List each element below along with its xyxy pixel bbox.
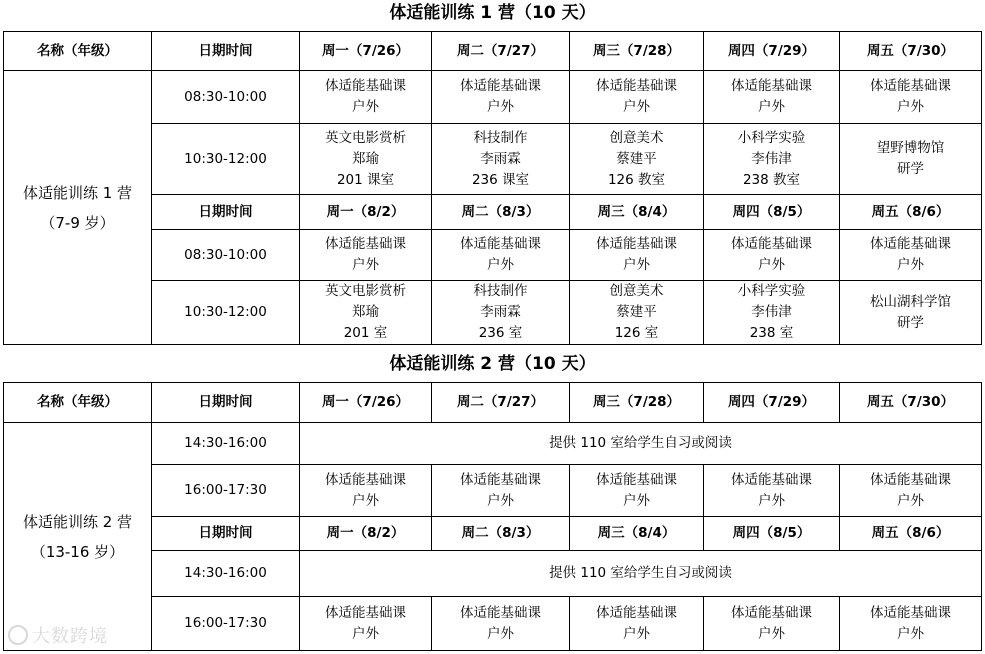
course-cell bbox=[432, 230, 570, 281]
table-header-row bbox=[4, 383, 982, 423]
course-name: 体适能基础课 bbox=[460, 604, 541, 621]
course-name: 体适能基础课 bbox=[731, 604, 812, 621]
day-header: 周二（8/3） bbox=[432, 195, 570, 230]
course-location: 户外 bbox=[487, 625, 514, 642]
course-location: 户外 bbox=[487, 492, 514, 509]
header-datetime: 日期时间 bbox=[152, 517, 300, 551]
course-name: 体适能基础课 bbox=[596, 236, 677, 252]
course-location: 户外 bbox=[758, 625, 785, 642]
course-cell bbox=[704, 230, 840, 281]
course-name: 英文电影赏析 bbox=[325, 129, 406, 146]
course-name: 体适能基础课 bbox=[460, 236, 541, 252]
day-header: 周二（7/27） bbox=[432, 383, 570, 423]
course-cell bbox=[840, 597, 982, 651]
course-cell bbox=[432, 71, 570, 124]
header-datetime: 日期时间 bbox=[152, 195, 300, 230]
course-location: 户外 bbox=[897, 492, 924, 509]
day-header: 周五（8/6） bbox=[840, 195, 982, 230]
camp-age: （7-9 岁） bbox=[40, 213, 115, 232]
time-cell: 16:00-17:30 bbox=[152, 597, 300, 651]
header-datetime: 日期时间 bbox=[152, 32, 300, 71]
course-location: 户外 bbox=[352, 625, 379, 642]
course-name: 体适能基础课 bbox=[596, 78, 677, 94]
course-cell bbox=[300, 597, 432, 651]
table-row bbox=[4, 71, 982, 124]
course-cell bbox=[704, 465, 840, 517]
course-location: 研学 bbox=[897, 314, 924, 331]
course-name: 体适能基础课 bbox=[325, 236, 406, 252]
course-cell bbox=[432, 124, 570, 195]
self-study-cell: 提供 110 室给学生自习或阅读 bbox=[300, 551, 982, 597]
course-room: 126 教室 bbox=[607, 171, 666, 188]
course-cell bbox=[704, 124, 840, 195]
course-location: 户外 bbox=[623, 257, 650, 273]
day-header: 周三（8/4） bbox=[570, 517, 704, 551]
day-header: 周一（8/2） bbox=[300, 195, 432, 230]
course-name: 体适能基础课 bbox=[731, 236, 812, 252]
camp-name-cell bbox=[4, 71, 152, 345]
course-cell bbox=[570, 230, 704, 281]
day-header: 周五（8/6） bbox=[840, 517, 982, 551]
time-cell: 14:30-16:00 bbox=[152, 423, 300, 465]
course-name: 体适能基础课 bbox=[870, 78, 951, 94]
time-cell: 08:30-10:00 bbox=[152, 71, 300, 124]
time-cell: 10:30-12:00 bbox=[152, 124, 300, 195]
course-cell bbox=[432, 281, 570, 345]
course-name: 创意美术 bbox=[609, 129, 664, 146]
self-study-cell: 提供 110 室给学生自习或阅读 bbox=[300, 423, 982, 465]
day-header: 周一（7/26） bbox=[300, 32, 432, 71]
camp-name: 体适能训练 2 营 bbox=[22, 512, 133, 531]
day-header: 周一（8/2） bbox=[300, 517, 432, 551]
camp-name: 体适能训练 1 营 bbox=[22, 183, 133, 202]
day-header: 周五（7/30） bbox=[840, 383, 982, 423]
day-header: 周四（7/29） bbox=[704, 383, 840, 423]
course-location: 户外 bbox=[758, 492, 785, 509]
day-header: 周五（7/30） bbox=[840, 32, 982, 71]
course-cell bbox=[300, 465, 432, 517]
course-cell bbox=[570, 597, 704, 651]
camp2-schedule-table bbox=[3, 382, 982, 651]
course-name: 科技制作 bbox=[473, 283, 528, 299]
course-location: 户外 bbox=[487, 257, 514, 273]
course-name: 望野博物馆 bbox=[876, 140, 945, 156]
course-cell bbox=[300, 124, 432, 195]
table-row bbox=[4, 423, 982, 465]
course-name: 体适能基础课 bbox=[870, 604, 951, 621]
course-cell bbox=[840, 71, 982, 124]
course-room: 201 课室 bbox=[336, 171, 395, 188]
course-room: 201 室 bbox=[343, 325, 388, 341]
course-name: 体适能基础课 bbox=[325, 604, 406, 621]
course-name: 英文电影赏析 bbox=[325, 283, 406, 299]
course-room: 236 室 bbox=[478, 325, 523, 341]
course-cell bbox=[704, 597, 840, 651]
day-header: 周三（7/28） bbox=[570, 383, 704, 423]
course-location: 研学 bbox=[897, 161, 924, 177]
course-cell bbox=[840, 230, 982, 281]
course-cell bbox=[570, 465, 704, 517]
course-location: 户外 bbox=[897, 625, 924, 642]
course-cell bbox=[300, 230, 432, 281]
day-header: 周四（8/5） bbox=[704, 517, 840, 551]
course-name: 松山湖科学馆 bbox=[870, 293, 951, 310]
watermark-text: 大数跨境 bbox=[32, 626, 108, 647]
course-name: 体适能基础课 bbox=[870, 471, 951, 488]
watermark-logo-icon bbox=[8, 625, 28, 645]
course-room: 238 教室 bbox=[742, 171, 801, 188]
course-teacher: 李伟津 bbox=[751, 304, 792, 320]
time-cell: 14:30-16:00 bbox=[152, 551, 300, 597]
course-location: 户外 bbox=[352, 492, 379, 509]
course-cell bbox=[432, 597, 570, 651]
course-cell bbox=[300, 71, 432, 124]
day-header: 周四（8/5） bbox=[704, 195, 840, 230]
course-cell bbox=[840, 124, 982, 195]
course-cell bbox=[704, 281, 840, 345]
course-location: 户外 bbox=[758, 257, 785, 273]
day-header: 周一（7/26） bbox=[300, 383, 432, 423]
course-teacher: 蔡建平 bbox=[616, 304, 657, 320]
course-name: 体适能基础课 bbox=[460, 471, 541, 488]
day-header: 周三（8/4） bbox=[570, 195, 704, 230]
course-location: 户外 bbox=[623, 492, 650, 509]
camp-age: （13-16 岁） bbox=[30, 542, 125, 561]
course-location: 户外 bbox=[623, 99, 650, 115]
table-header-row bbox=[4, 32, 982, 71]
course-teacher: 李雨霖 bbox=[480, 304, 521, 320]
day-header: 周三（7/28） bbox=[570, 32, 704, 71]
course-name: 体适能基础课 bbox=[596, 604, 677, 621]
course-teacher: 李伟津 bbox=[751, 150, 792, 167]
course-cell bbox=[570, 281, 704, 345]
course-cell bbox=[840, 465, 982, 517]
course-location: 户外 bbox=[623, 625, 650, 642]
course-location: 户外 bbox=[897, 99, 924, 115]
course-name: 体适能基础课 bbox=[731, 471, 812, 488]
course-name: 体适能基础课 bbox=[460, 78, 541, 94]
course-location: 户外 bbox=[897, 257, 924, 273]
course-teacher: 郑瑜 bbox=[352, 150, 379, 167]
course-name: 体适能基础课 bbox=[325, 471, 406, 488]
course-room: 238 室 bbox=[749, 325, 794, 341]
course-cell bbox=[570, 71, 704, 124]
course-name: 科技制作 bbox=[473, 129, 528, 146]
header-name: 名称（年级） bbox=[4, 32, 152, 71]
camp-name-cell bbox=[4, 423, 152, 651]
header-name: 名称（年级） bbox=[4, 383, 152, 423]
day-header: 周四（7/29） bbox=[704, 32, 840, 71]
day-header: 周二（7/27） bbox=[432, 32, 570, 71]
day-header: 周二（8/3） bbox=[432, 517, 570, 551]
camp1-schedule-table bbox=[3, 31, 982, 345]
course-cell bbox=[704, 71, 840, 124]
course-teacher: 李雨霖 bbox=[480, 150, 521, 167]
course-teacher: 郑瑜 bbox=[352, 304, 379, 320]
course-location: 户外 bbox=[352, 257, 379, 273]
course-location: 户外 bbox=[758, 99, 785, 115]
time-cell: 16:00-17:30 bbox=[152, 465, 300, 517]
camp2-title: 体适能训练 2 营（10 天） bbox=[389, 354, 596, 374]
time-cell: 10:30-12:00 bbox=[152, 281, 300, 345]
course-room: 126 室 bbox=[614, 325, 659, 341]
course-cell bbox=[570, 124, 704, 195]
course-cell bbox=[432, 465, 570, 517]
course-room: 236 课室 bbox=[471, 171, 530, 188]
header-datetime: 日期时间 bbox=[152, 383, 300, 423]
course-name: 创意美术 bbox=[609, 283, 664, 299]
course-cell bbox=[300, 281, 432, 345]
course-name: 体适能基础课 bbox=[325, 78, 406, 94]
camp1-title: 体适能训练 1 营（10 天） bbox=[389, 3, 596, 23]
course-name: 小科学实验 bbox=[737, 283, 806, 299]
course-cell bbox=[840, 281, 982, 345]
course-location: 户外 bbox=[352, 99, 379, 115]
course-name: 小科学实验 bbox=[737, 129, 806, 146]
course-name: 体适能基础课 bbox=[731, 78, 812, 94]
course-name: 体适能基础课 bbox=[870, 236, 951, 252]
course-name: 体适能基础课 bbox=[596, 471, 677, 488]
course-teacher: 蔡建平 bbox=[616, 150, 657, 167]
watermark bbox=[8, 622, 108, 648]
course-location: 户外 bbox=[487, 99, 514, 115]
time-cell: 08:30-10:00 bbox=[152, 230, 300, 281]
